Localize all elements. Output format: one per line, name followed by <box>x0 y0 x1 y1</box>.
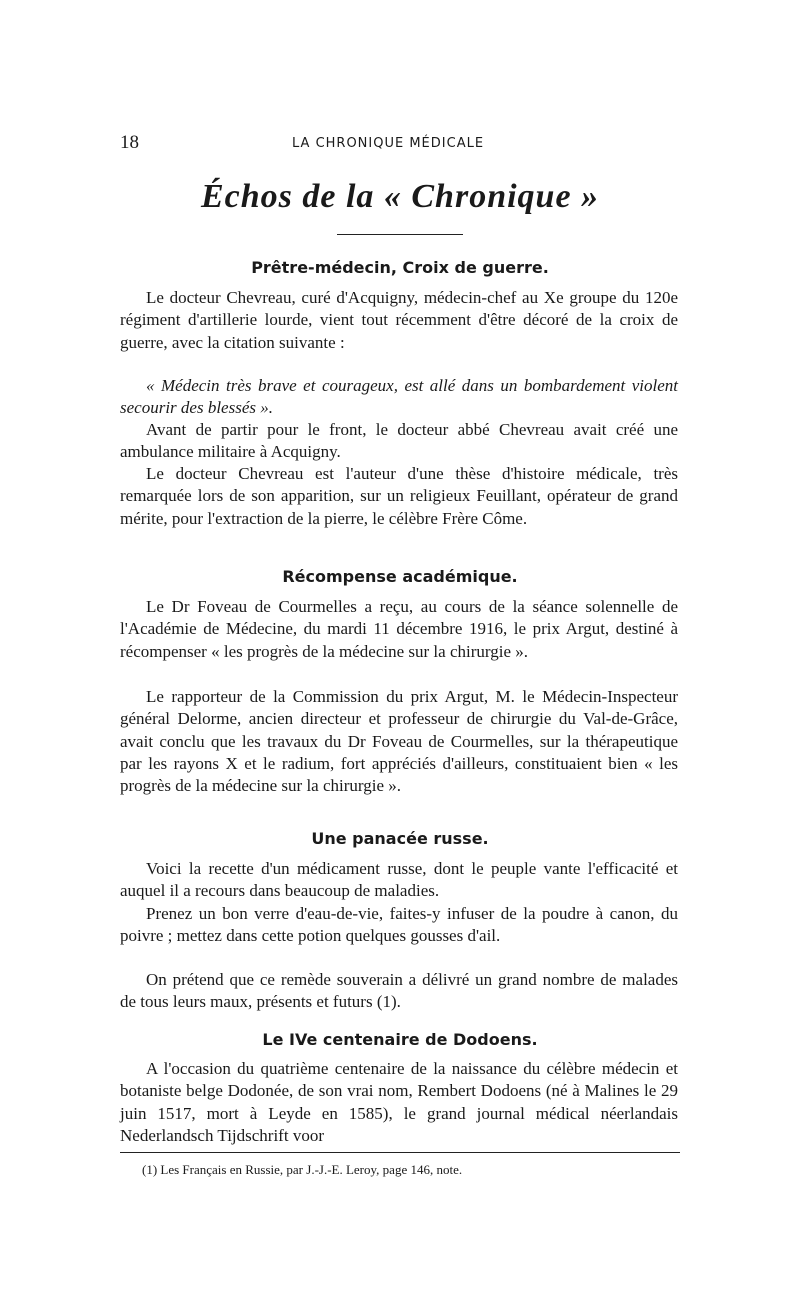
paragraph: Le Dr Foveau de Courmelles a reçu, au cours de la séance solennelle de l'Académie de Médecine, du mardi 11 décembre 1916, le prix Argut, destiné à récompenser « les progrès de la médecine sur la chirurgie ». <box>120 597 678 661</box>
paragraph: Avant de partir pour le front, le docteur abbé Chevreau avait créé une ambulance militaire à Acquigny. <box>120 420 678 462</box>
main-title: Échos de la « Chronique » <box>200 178 600 215</box>
paragraph: Voici la recette d'un médicament russe, dont le peuple vante l'efficacité et auquel il a recours dans beaucoup de maladies. <box>120 859 678 901</box>
title-divider <box>337 234 463 235</box>
paragraph: Le docteur Chevreau, curé d'Acquigny, médecin-chef au Xe groupe du 120e régiment d'artillerie lourde, vient tout récemment d'être décoré de la croix de guerre, avec la citation suivante : <box>120 288 678 352</box>
section-heading-panacee: Une panacée russe. <box>311 829 489 848</box>
paragraph: Le docteur Chevreau est l'auteur d'une thèse d'histoire médicale, très remarquée lors de son apparition, sur un religieux Feuillant, opérateur de grand mérite, pour l'extraction de la pierre, le célèbre Frère Côme. <box>120 464 678 528</box>
page-header <box>120 132 680 156</box>
section-heading-recompense: Récompense académique. <box>282 567 518 586</box>
citation-quote: « Médecin très brave et courageux, est allé dans un bombardement violent secourir des blessés ». <box>120 376 678 418</box>
footnote: (1) Les Français en Russie, par J.-J.-E. Leroy, page 146, note. <box>142 1162 463 1177</box>
footnote-divider <box>120 1152 680 1153</box>
paragraph: Le rapporteur de la Commission du prix Argut, M. le Médecin-Inspecteur général Delorme, ancien directeur et professeur de chirurgie du Val-de-Grâce, avait conclu que les travaux du Dr Foveau de Courmelles, sur la thérapeutique par les rayons X et le radium, fort appréciés d'ailleurs, constituaient bien « les progrès de la médecine sur la chirurgie ». <box>120 687 678 796</box>
paragraph: Prenez un bon verre d'eau-de-vie, faites-y infuser de la poudre à canon, du poivre ; mettez dans cette potion quelques gousses d'ail. <box>120 904 678 946</box>
paragraph: A l'occasion du quatrième centenaire de la naissance du célèbre médecin et botaniste belge Dodonée, de son vrai nom, Rembert Dodoens (né à Malines le 29 juin 1517, mort à Leyde en 1585), le grand journal médical néerlandais Nederlandsch Tijdschrift voor <box>120 1059 678 1145</box>
running-title: LA CHRONIQUE MÉDICALE <box>292 136 485 151</box>
section-heading-pretre-medecin: Prêtre-médecin, Croix de guerre. <box>251 258 549 277</box>
section-heading-dodoens: Le IVe centenaire de Dodoens. <box>262 1030 538 1049</box>
paragraph: On prétend que ce remède souverain a délivré un grand nombre de malades de tous leurs maux, présents et futurs (1). <box>120 970 678 1012</box>
page-number: 18 <box>120 132 139 153</box>
